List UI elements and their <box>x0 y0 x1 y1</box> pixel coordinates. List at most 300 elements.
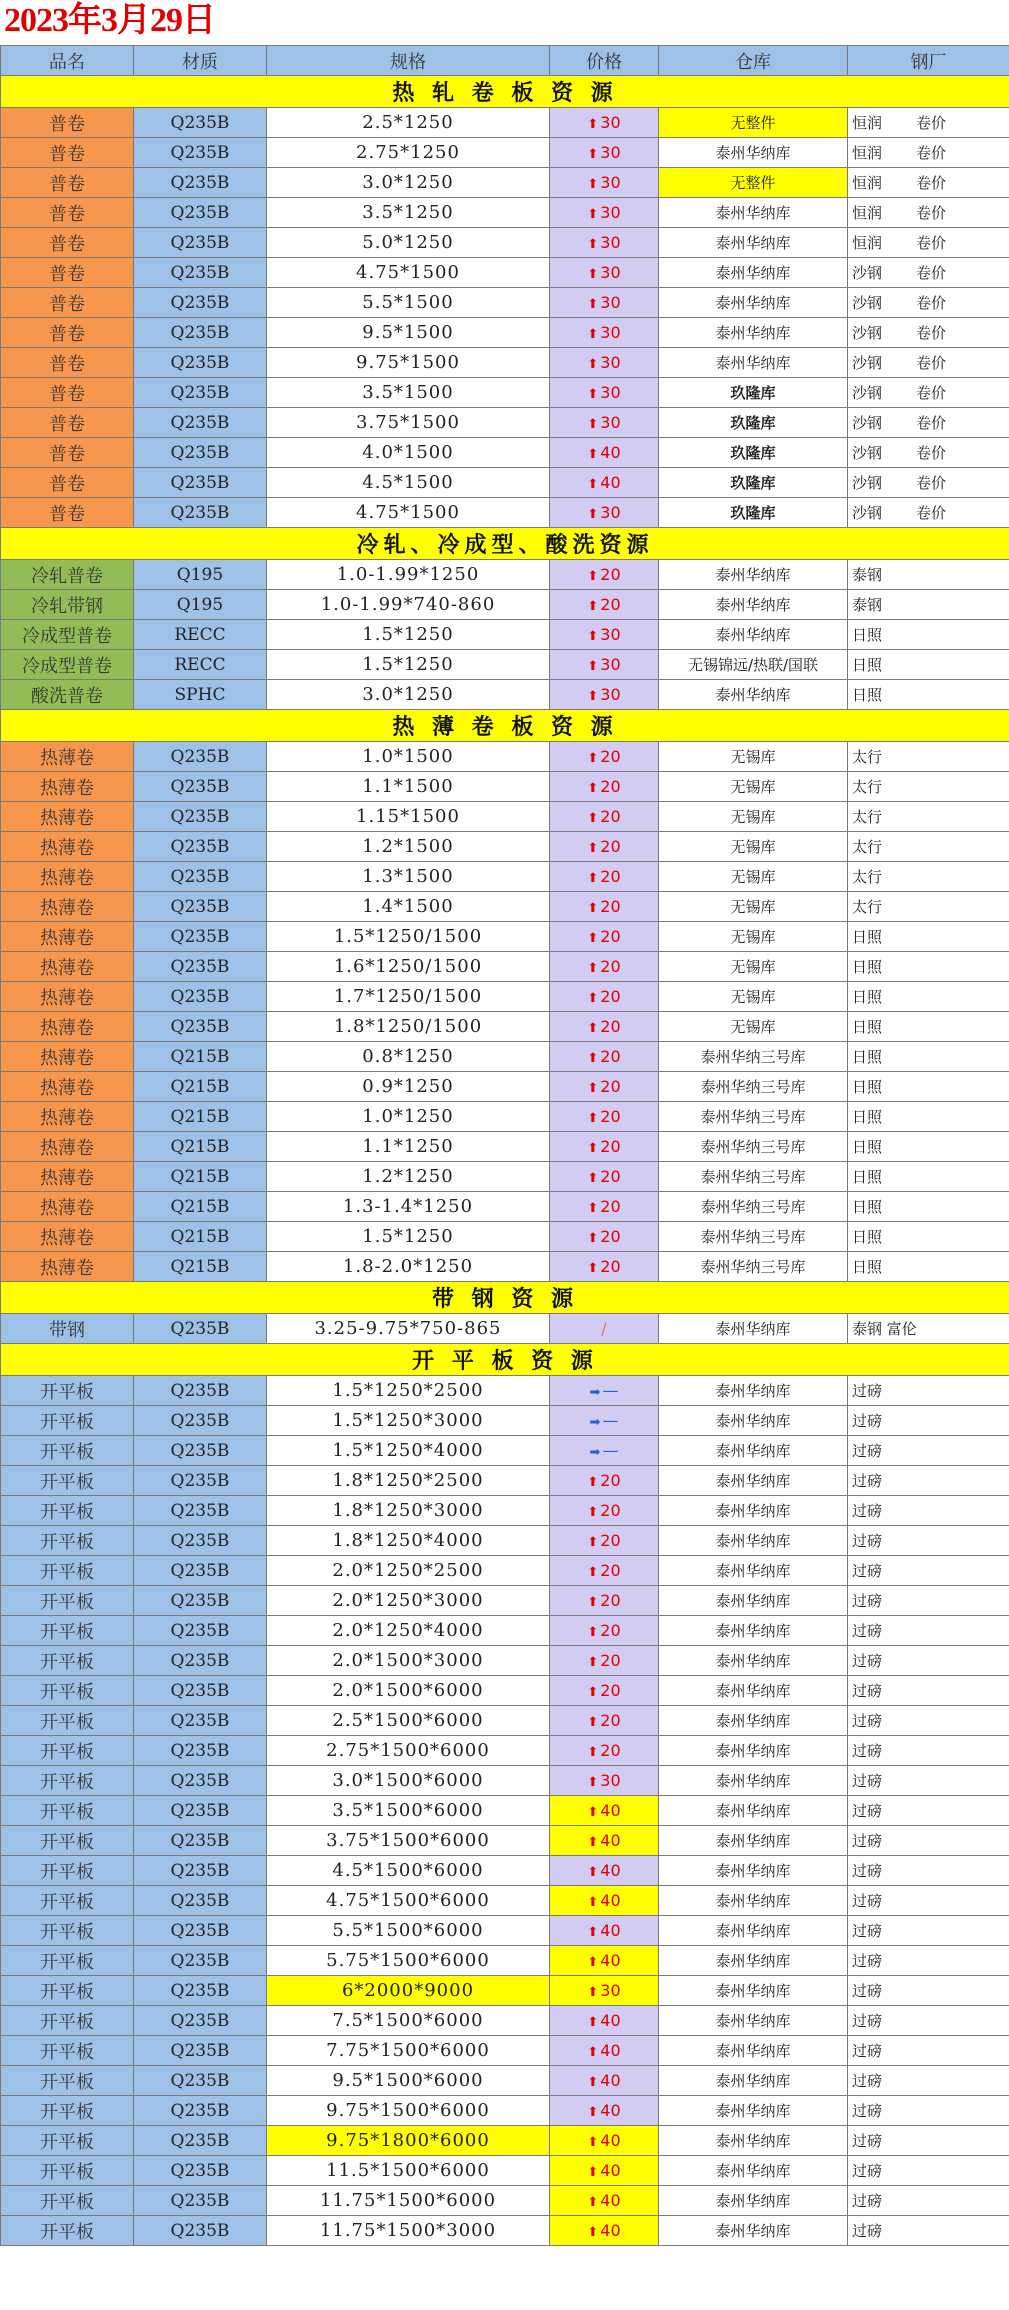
cell-warehouse: 泰州华纳库 <box>659 590 848 620</box>
cell-mill <box>848 1072 1009 1102</box>
cell-mill <box>848 348 1009 378</box>
price-value: 20 <box>600 1501 621 1520</box>
mill-note: 卷价 <box>916 474 947 492</box>
price-value: 40 <box>600 2191 621 2210</box>
cell-material: Q235B <box>134 1856 267 1886</box>
cell-spec: 1.5*1250/1500 <box>267 922 550 952</box>
cell-material: Q235B <box>134 832 267 862</box>
cell-mill <box>848 1406 1009 1436</box>
cell-material: Q235B <box>134 1496 267 1526</box>
cell-price <box>550 802 659 832</box>
up-arrow-icon: ⬆ <box>587 991 599 1006</box>
section-header-row <box>1 1344 1009 1376</box>
cell-warehouse: 泰州华纳库 <box>659 1376 848 1406</box>
table-row <box>1 408 1009 438</box>
cell-product-name: 普卷 <box>1 468 134 498</box>
cell-material: Q215B <box>134 1192 267 1222</box>
mill-name: 过磅 <box>852 1472 883 1490</box>
price-value: 40 <box>600 473 621 492</box>
cell-product-name: 普卷 <box>1 288 134 318</box>
cell-material: Q235B <box>134 1436 267 1466</box>
cell-warehouse: 泰州华纳三号库 <box>659 1102 848 1132</box>
cell-price <box>550 2186 659 2216</box>
table-row <box>1 590 1009 620</box>
cell-mill <box>848 2126 1009 2156</box>
up-arrow-icon: ⬆ <box>587 841 599 856</box>
cell-material: Q235B <box>134 1886 267 1916</box>
table-row <box>1 228 1009 258</box>
cell-warehouse: 泰州华纳库 <box>659 1586 848 1616</box>
up-arrow-icon: ⬆ <box>587 1231 599 1246</box>
table-row <box>1 560 1009 590</box>
mill-note: 卷价 <box>916 414 947 432</box>
table-row <box>1 1436 1009 1466</box>
cell-mill <box>848 1496 1009 1526</box>
cell-product-name: 热薄卷 <box>1 1012 134 1042</box>
table-row <box>1 2066 1009 2096</box>
up-arrow-icon: ⬆ <box>587 2105 599 2120</box>
cell-product-name: 热薄卷 <box>1 862 134 892</box>
up-arrow-icon: ⬆ <box>587 1865 599 1880</box>
up-arrow-icon: ⬆ <box>587 507 599 522</box>
table-row <box>1 1676 1009 1706</box>
section-title: 带 钢 资 源 <box>1 1282 1009 1314</box>
cell-product-name: 开平板 <box>1 2036 134 2066</box>
table-row <box>1 348 1009 378</box>
cell-product-name: 热薄卷 <box>1 802 134 832</box>
cell-material: Q235B <box>134 1826 267 1856</box>
cell-mill <box>848 1736 1009 1766</box>
mill-name: 过磅 <box>852 1802 883 1820</box>
cell-product-name: 开平板 <box>1 1646 134 1676</box>
table-row <box>1 1072 1009 1102</box>
cell-spec: 1.5*1250*3000 <box>267 1406 550 1436</box>
price-value: 30 <box>600 233 621 252</box>
cell-price <box>550 168 659 198</box>
mill-name: 日照 <box>852 626 883 644</box>
cell-price <box>550 1526 659 1556</box>
price-value: 20 <box>600 747 621 766</box>
mill-name: 沙钢 <box>852 324 883 342</box>
cell-mill <box>848 1766 1009 1796</box>
cell-warehouse: 泰州华纳三号库 <box>659 1222 848 1252</box>
table-row <box>1 892 1009 922</box>
cell-product-name: 热薄卷 <box>1 982 134 1012</box>
up-arrow-icon: ⬆ <box>587 477 599 492</box>
price-value: 30 <box>600 655 621 674</box>
cell-warehouse: 玖隆库 <box>659 498 848 528</box>
cell-mill <box>848 1376 1009 1406</box>
mill-name: 太行 <box>852 868 883 886</box>
cell-price <box>550 1406 659 1436</box>
cell-spec: 9.5*1500 <box>267 318 550 348</box>
cell-mill <box>848 1916 1009 1946</box>
cell-warehouse: 泰州华纳库 <box>659 288 848 318</box>
mill-name: 过磅 <box>852 2012 883 2030</box>
cell-mill <box>848 288 1009 318</box>
table-row <box>1 1976 1009 2006</box>
cell-spec: 6*2000*9000 <box>267 1976 550 2006</box>
price-table-body <box>1 46 1009 2246</box>
cell-spec: 1.8*1250/1500 <box>267 1012 550 1042</box>
cell-spec: 1.1*1500 <box>267 772 550 802</box>
cell-material: Q235B <box>134 438 267 468</box>
cell-material: Q235B <box>134 2126 267 2156</box>
cell-product-name: 热薄卷 <box>1 1072 134 1102</box>
price-value: 30 <box>600 203 621 222</box>
cell-price <box>550 198 659 228</box>
cell-price <box>550 2036 659 2066</box>
cell-product-name: 开平板 <box>1 2216 134 2246</box>
cell-material: Q215B <box>134 1162 267 1192</box>
cell-price <box>550 1856 659 1886</box>
price-value: 20 <box>600 1167 621 1186</box>
table-row <box>1 2006 1009 2036</box>
section-title: 开 平 板 资 源 <box>1 1344 1009 1376</box>
cell-price <box>550 1132 659 1162</box>
table-row <box>1 1706 1009 1736</box>
cell-product-name: 冷成型普卷 <box>1 620 134 650</box>
cell-spec: 1.0*1500 <box>267 742 550 772</box>
cell-mill <box>848 468 1009 498</box>
mill-name: 过磅 <box>852 1502 883 1520</box>
price-value: 40 <box>600 2161 621 2180</box>
cell-price <box>550 408 659 438</box>
cell-mill <box>848 1192 1009 1222</box>
section-header-row <box>1 76 1009 108</box>
cell-product-name: 开平板 <box>1 1736 134 1766</box>
cell-material: Q215B <box>134 1252 267 1282</box>
mill-name: 沙钢 <box>852 294 883 312</box>
mill-name: 日照 <box>852 1078 883 1096</box>
table-row <box>1 1526 1009 1556</box>
price-value: 40 <box>600 2011 621 2030</box>
mill-name: 太行 <box>852 778 883 796</box>
price-value: 30 <box>600 263 621 282</box>
cell-mill <box>848 922 1009 952</box>
cell-product-name: 热薄卷 <box>1 832 134 862</box>
cell-warehouse: 泰州华纳库 <box>659 1556 848 1586</box>
cell-warehouse: 无锡库 <box>659 772 848 802</box>
cell-price <box>550 680 659 710</box>
cell-product-name: 热薄卷 <box>1 892 134 922</box>
table-row <box>1 922 1009 952</box>
cell-price <box>550 772 659 802</box>
cell-mill <box>848 2036 1009 2066</box>
cell-warehouse: 无锡库 <box>659 832 848 862</box>
cell-spec: 4.5*1500 <box>267 468 550 498</box>
cell-mill <box>848 138 1009 168</box>
up-arrow-icon: ⬆ <box>587 1051 599 1066</box>
header-cell-material: 材质 <box>134 46 267 76</box>
price-value: 40 <box>600 1861 621 1880</box>
table-row <box>1 772 1009 802</box>
price-value: 40 <box>600 1921 621 1940</box>
cell-price <box>550 982 659 1012</box>
cell-material: Q235B <box>134 138 267 168</box>
cell-product-name: 开平板 <box>1 2186 134 2216</box>
table-row <box>1 1796 1009 1826</box>
cell-product-name: 开平板 <box>1 1886 134 1916</box>
mill-name: 过磅 <box>852 1862 883 1880</box>
price-value: 20 <box>600 1017 621 1036</box>
table-row <box>1 1556 1009 1586</box>
cell-product-name: 普卷 <box>1 108 134 138</box>
table-row <box>1 1192 1009 1222</box>
cell-spec: 2.0*1500*3000 <box>267 1646 550 1676</box>
mill-name: 太行 <box>852 808 883 826</box>
cell-product-name: 开平板 <box>1 1526 134 1556</box>
up-arrow-icon: ⬆ <box>587 961 599 976</box>
cell-price <box>550 1826 659 1856</box>
mill-name: 日照 <box>852 1108 883 1126</box>
cell-product-name: 开平板 <box>1 1406 134 1436</box>
cell-spec: 1.2*1500 <box>267 832 550 862</box>
cell-material: Q235B <box>134 1766 267 1796</box>
cell-price <box>550 228 659 258</box>
cell-price <box>550 1072 659 1102</box>
up-arrow-icon: ⬆ <box>587 659 599 674</box>
cell-material: Q235B <box>134 1012 267 1042</box>
price-value: 20 <box>600 1681 621 1700</box>
cell-product-name: 热薄卷 <box>1 922 134 952</box>
price-value: 20 <box>600 1591 621 1610</box>
cell-material: Q235B <box>134 198 267 228</box>
cell-spec: 1.3*1500 <box>267 862 550 892</box>
cell-warehouse: 泰州华纳库 <box>659 1616 848 1646</box>
cell-price <box>550 1976 659 2006</box>
cell-warehouse: 泰州华纳库 <box>659 1826 848 1856</box>
section-title: 冷轧、冷成型、酸洗资源 <box>1 528 1009 560</box>
cell-mill <box>848 1706 1009 1736</box>
price-value: 20 <box>600 1197 621 1216</box>
cell-warehouse: 无锡库 <box>659 862 848 892</box>
mill-name: 过磅 <box>852 1772 883 1790</box>
cell-spec: 1.8-2.0*1250 <box>267 1252 550 1282</box>
cell-product-name: 普卷 <box>1 498 134 528</box>
cell-price <box>550 2126 659 2156</box>
cell-price <box>550 952 659 982</box>
cell-spec: 9.75*1500 <box>267 348 550 378</box>
up-arrow-icon: ⬆ <box>587 1565 599 1580</box>
cell-price <box>550 468 659 498</box>
cell-mill <box>848 590 1009 620</box>
cell-mill <box>848 2096 1009 2126</box>
table-row <box>1 468 1009 498</box>
table-row <box>1 1856 1009 1886</box>
up-arrow-icon: ⬆ <box>587 931 599 946</box>
mill-name: 过磅 <box>852 1592 883 1610</box>
up-arrow-icon: ⬆ <box>587 1021 599 1036</box>
table-row <box>1 168 1009 198</box>
cell-material: Q235B <box>134 288 267 318</box>
mill-note: 卷价 <box>916 144 947 162</box>
mill-name: 沙钢 <box>852 474 883 492</box>
right-arrow-icon: ➡ <box>589 1445 601 1460</box>
cell-spec: 5.75*1500*6000 <box>267 1946 550 1976</box>
up-arrow-icon: ⬆ <box>587 2045 599 2060</box>
cell-product-name: 热薄卷 <box>1 1252 134 1282</box>
cell-warehouse: 泰州华纳库 <box>659 620 848 650</box>
cell-material: RECC <box>134 650 267 680</box>
cell-material: Q235B <box>134 742 267 772</box>
table-row <box>1 258 1009 288</box>
cell-product-name: 带钢 <box>1 1314 134 1344</box>
price-value: 30 <box>600 503 621 522</box>
cell-product-name: 热薄卷 <box>1 1132 134 1162</box>
table-row <box>1 288 1009 318</box>
header-cell-warehouse: 仓库 <box>659 46 848 76</box>
mill-name: 过磅 <box>852 2072 883 2090</box>
cell-spec: 5.5*1500 <box>267 288 550 318</box>
cell-price <box>550 288 659 318</box>
cell-mill <box>848 952 1009 982</box>
cell-warehouse: 泰州华纳库 <box>659 2156 848 2186</box>
mill-name: 日照 <box>852 1198 883 1216</box>
cell-spec: 11.75*1500*3000 <box>267 2216 550 2246</box>
price-value: — <box>602 1411 619 1430</box>
cell-spec: 2.0*1500*6000 <box>267 1676 550 1706</box>
price-value: 20 <box>600 1651 621 1670</box>
cell-spec: 1.6*1250/1500 <box>267 952 550 982</box>
cell-material: Q235B <box>134 2066 267 2096</box>
up-arrow-icon: ⬆ <box>587 2135 599 2150</box>
cell-material: RECC <box>134 620 267 650</box>
cell-spec: 7.5*1500*6000 <box>267 2006 550 2036</box>
cell-spec: 0.9*1250 <box>267 1072 550 1102</box>
up-arrow-icon: ⬆ <box>587 1261 599 1276</box>
cell-spec: 1.2*1250 <box>267 1162 550 1192</box>
cell-price <box>550 1376 659 1406</box>
price-value: 30 <box>600 173 621 192</box>
cell-material: Q235B <box>134 1946 267 1976</box>
cell-warehouse: 泰州华纳三号库 <box>659 1072 848 1102</box>
up-arrow-icon: ⬆ <box>587 781 599 796</box>
price-value: 20 <box>600 777 621 796</box>
up-arrow-icon: ⬆ <box>587 1111 599 1126</box>
mill-name: 太行 <box>852 748 883 766</box>
table-row <box>1 1252 1009 1282</box>
cell-product-name: 开平板 <box>1 1916 134 1946</box>
cell-material: Q235B <box>134 952 267 982</box>
cell-price <box>550 1916 659 1946</box>
cell-mill <box>848 742 1009 772</box>
mill-name: 日照 <box>852 1258 883 1276</box>
cell-price <box>550 1466 659 1496</box>
cell-spec: 1.5*1250 <box>267 1222 550 1252</box>
cell-warehouse: 泰州华纳三号库 <box>659 1192 848 1222</box>
cell-spec: 2.5*1250 <box>267 108 550 138</box>
cell-material: Q235B <box>134 168 267 198</box>
cell-warehouse: 无锡库 <box>659 892 848 922</box>
cell-price <box>550 1102 659 1132</box>
cell-product-name: 开平板 <box>1 1466 134 1496</box>
mill-name: 过磅 <box>852 1832 883 1850</box>
mill-name: 恒润 <box>852 144 883 162</box>
cell-spec: 1.3-1.4*1250 <box>267 1192 550 1222</box>
cell-product-name: 开平板 <box>1 1586 134 1616</box>
mill-name: 日照 <box>852 656 883 674</box>
table-row <box>1 1586 1009 1616</box>
price-value: 20 <box>600 595 621 614</box>
table-row <box>1 438 1009 468</box>
cell-material: Q235B <box>134 348 267 378</box>
cell-mill <box>848 1012 1009 1042</box>
cell-material: Q235B <box>134 1976 267 2006</box>
up-arrow-icon: ⬆ <box>587 1745 599 1760</box>
cell-material: Q235B <box>134 922 267 952</box>
cell-product-name: 开平板 <box>1 1616 134 1646</box>
header-cell-spec: 规格 <box>267 46 550 76</box>
cell-spec: 11.5*1500*6000 <box>267 2156 550 2186</box>
price-value: 20 <box>600 565 621 584</box>
cell-warehouse: 泰州华纳三号库 <box>659 1132 848 1162</box>
cell-warehouse: 玖隆库 <box>659 408 848 438</box>
mill-name: 沙钢 <box>852 504 883 522</box>
cell-price <box>550 1192 659 1222</box>
mill-note: 卷价 <box>916 204 947 222</box>
cell-warehouse: 泰州华纳库 <box>659 318 848 348</box>
cell-warehouse: 泰州华纳库 <box>659 228 848 258</box>
cell-warehouse: 泰州华纳库 <box>659 1526 848 1556</box>
cell-price <box>550 1556 659 1586</box>
cell-warehouse: 泰州华纳库 <box>659 1946 848 1976</box>
table-row <box>1 862 1009 892</box>
cell-warehouse: 泰州华纳库 <box>659 680 848 710</box>
cell-product-name: 普卷 <box>1 258 134 288</box>
up-arrow-icon: ⬆ <box>587 629 599 644</box>
cell-mill <box>848 1042 1009 1072</box>
cell-product-name: 开平板 <box>1 1436 134 1466</box>
cell-warehouse: 泰州华纳库 <box>659 1436 848 1466</box>
cell-mill <box>848 802 1009 832</box>
cell-warehouse: 泰州华纳库 <box>659 560 848 590</box>
cell-mill <box>848 1102 1009 1132</box>
cell-product-name: 热薄卷 <box>1 1102 134 1132</box>
mill-name: 沙钢 <box>852 384 883 402</box>
table-row <box>1 1132 1009 1162</box>
cell-price <box>550 620 659 650</box>
cell-warehouse: 泰州华纳三号库 <box>659 1162 848 1192</box>
cell-spec: 5.5*1500*6000 <box>267 1916 550 1946</box>
table-row <box>1 742 1009 772</box>
cell-product-name: 冷成型普卷 <box>1 650 134 680</box>
table-row <box>1 1886 1009 1916</box>
cell-mill <box>848 198 1009 228</box>
cell-material: Q235B <box>134 468 267 498</box>
up-arrow-icon: ⬆ <box>587 569 599 584</box>
cell-warehouse: 泰州华纳库 <box>659 1646 848 1676</box>
mill-note: 卷价 <box>916 264 947 282</box>
cell-price <box>550 1314 659 1344</box>
cell-warehouse: 泰州华纳库 <box>659 1466 848 1496</box>
cell-product-name: 热薄卷 <box>1 1162 134 1192</box>
mill-name: 过磅 <box>852 1412 883 1430</box>
up-arrow-icon: ⬆ <box>587 1775 599 1790</box>
cell-warehouse: 泰州华纳库 <box>659 2096 848 2126</box>
cell-product-name: 开平板 <box>1 2126 134 2156</box>
up-arrow-icon: ⬆ <box>587 177 599 192</box>
mill-name: 日照 <box>852 988 883 1006</box>
cell-mill <box>848 1826 1009 1856</box>
cell-product-name: 热薄卷 <box>1 1042 134 1072</box>
cell-spec: 3.5*1500*6000 <box>267 1796 550 1826</box>
cell-mill <box>848 1132 1009 1162</box>
table-row <box>1 378 1009 408</box>
cell-warehouse: 泰州华纳库 <box>659 1766 848 1796</box>
cell-product-name: 热薄卷 <box>1 742 134 772</box>
cell-spec: 1.8*1250*4000 <box>267 1526 550 1556</box>
